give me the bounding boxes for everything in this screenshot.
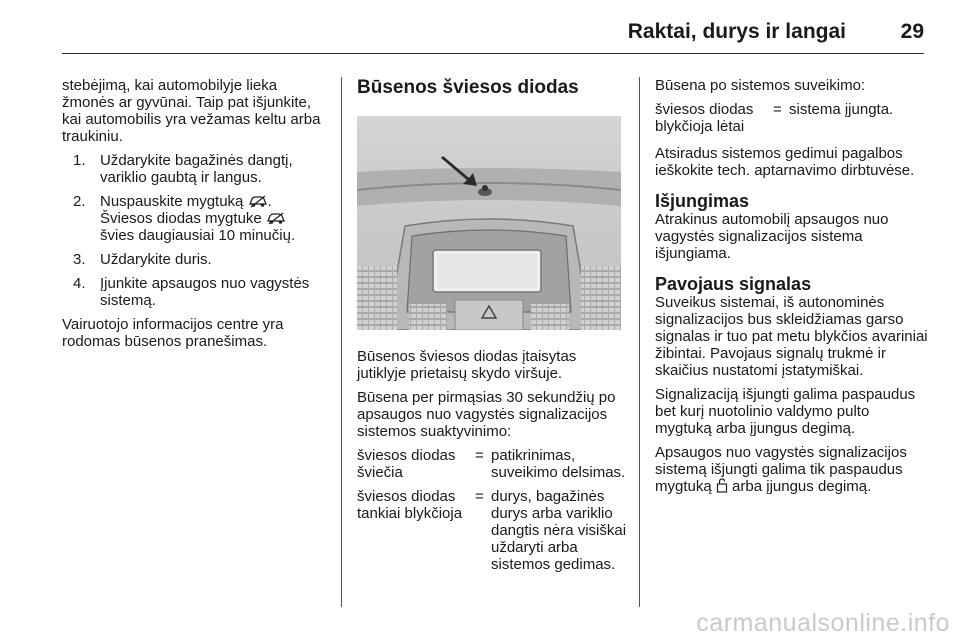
steps-list — [62, 152, 332, 309]
column-3 — [655, 77, 930, 502]
page-number: 29 — [900, 20, 924, 43]
definition-equals: = — [773, 101, 782, 118]
status-intro: Būsena per pirmąsias 30 sekundžių po apsaugos nuo vagystės signalizacijos sistemos suaktyvinimo: — [357, 389, 616, 440]
column-divider-1 — [341, 77, 342, 607]
paragraph-text: arba įjungus degimą. — [732, 478, 872, 495]
definition-row — [655, 101, 930, 135]
step-text: švies daugiausiai 10 minučių. — [100, 227, 296, 244]
after-activation-intro: Būsena po sistemos suveikimo: — [655, 77, 866, 94]
definition-desc: durys, bagažinės durys arba variklio dangtis nėra visiškai uždaryti arba sistemos gedimas. — [491, 488, 627, 573]
step-text: . — [267, 193, 272, 210]
step-text: Uždarykite duris. — [100, 251, 212, 268]
alarm-off-paragraph: Signalizaciją išjungti galima paspaudus bet kurį nuotolinio valdymo pulto mygtuką arba įjungus degimą. — [655, 386, 916, 437]
section-heading-alarm: Pavojaus signalas — [655, 274, 812, 294]
definition-term: šviesos diodas tankiai blykčioja — [357, 488, 463, 522]
paragraph-text: Apsaugos nuo vagystės signalizacijos sistemą išjungti galima tik paspaudus mygtuką — [655, 444, 907, 495]
definition-desc: patikrinimas, suveikimo delsimas. — [491, 447, 626, 481]
step-text: Uždarykite bagažinės dangtį, variklio gaubtą ir langus. — [100, 152, 293, 186]
alarm-off-key-paragraph — [655, 444, 930, 495]
page-header — [62, 14, 924, 54]
dashboard-led-illustration — [357, 116, 621, 330]
watermark: carmanualsonline.info — [696, 609, 950, 637]
step-number: 3. — [73, 251, 86, 268]
unlock-icon — [716, 478, 728, 493]
list-item — [73, 251, 332, 268]
step-number: 1. — [73, 152, 86, 169]
column-2 — [357, 77, 627, 580]
definition-row — [357, 488, 627, 573]
car-lock-icon — [248, 195, 268, 208]
car-lock-icon — [266, 212, 286, 225]
definition-term: šviesos diodas šviečia — [357, 447, 456, 481]
section-heading: Būsenos šviesos diodas — [357, 77, 579, 98]
step-text: Įjunkite apsaugos nuo vagystės sistemą. — [100, 275, 310, 309]
fault-paragraph: Atsiradus sistemos gedimui pagalbos ieškokite tech. aptarnavimo dirbtuvėse. — [655, 145, 915, 179]
column-divider-2 — [639, 77, 640, 607]
list-item — [73, 275, 332, 309]
definition-term: šviesos diodas blykčioja lėtai — [655, 101, 754, 135]
definition-equals: = — [475, 488, 484, 505]
outro-paragraph: Vairuotojo informacijos centre yra rodomas būsenos pranešimas. — [62, 316, 284, 350]
definition-row — [357, 447, 627, 481]
off-paragraph: Atrakinus automobilį apsaugos nuo vagystės signalizacijos sistema išjungiama. — [655, 211, 889, 262]
intro-paragraph: stebėjimą, kai automobilyje lieka žmonės ar gyvūnai. Taip pat išjunkite, kai automobilis yra vežamas keltu arba traukiniu. — [62, 77, 321, 145]
definition-equals: = — [475, 447, 484, 464]
step-text: Nuspauskite mygtuką — [100, 193, 244, 210]
definition-desc: sistema įjungta. — [789, 101, 894, 118]
figure-caption: Būsenos šviesos diodas įtaisytas jutiklyje prietaisų skydo viršuje. — [357, 348, 577, 382]
section-heading-off: Išjungimas — [655, 191, 750, 211]
step-text: Šviesos diodas mygtuke — [100, 210, 262, 227]
column-1 — [62, 77, 332, 357]
list-item — [73, 152, 332, 186]
alarm-paragraph: Suveikus sistemai, iš autonominės signalizacijos bus skleidžiamas garso signalas ir tuo pat metu blykčios avariniai žibintai. Pavojaus signalų trukmė ir skaičius nustatomi įstatymiškai. — [655, 294, 928, 379]
list-item — [73, 193, 332, 244]
page-title: Raktai, durys ir langai — [627, 20, 846, 43]
step-number: 4. — [73, 275, 86, 292]
step-number: 2. — [73, 193, 86, 210]
